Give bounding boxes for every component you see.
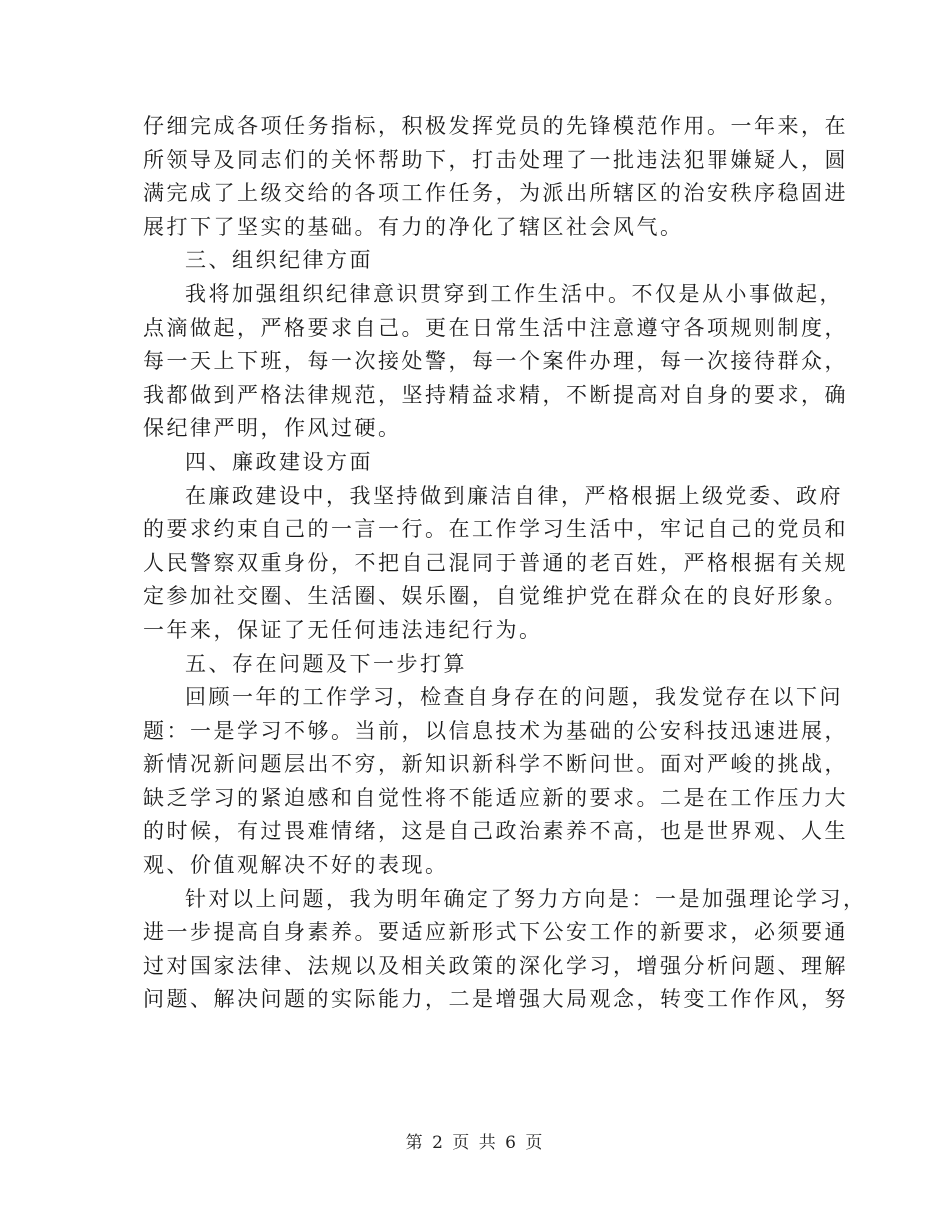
text-line: 展打下了坚实的基础。有力的净化了辖区社会风气。	[143, 214, 684, 239]
text-line: 定参加社交圈、生活圈、娱乐圈，自觉维护党在群众在的良好形象。	[143, 584, 848, 609]
text-line: 四、廉政建设方面	[185, 449, 373, 474]
text-line: 五、存在问题及下一步打算	[185, 651, 467, 676]
text-line: 进一步提高自身素养。要适应新形式下公安工作的新要求，必须要通	[143, 920, 848, 945]
text-line: 题：一是学习不够。当前，以信息技术为基础的公安科技迅速进展，	[143, 718, 848, 743]
text-line: 在廉政建设中，我坚持做到廉洁自律，严格根据上级党委、政府	[185, 483, 843, 508]
text-line: 针对以上问题，我为明年确定了努力方向是：一是加强理论学习，	[185, 886, 867, 911]
text-line: 观、价值观解决不好的表现。	[143, 853, 449, 878]
text-line: 我将加强组织纪律意识贯穿到工作生活中。不仅是从小事做起，	[185, 281, 843, 306]
text-line: 过对国家法律、法规以及相关政策的深化学习，增强分析问题、理解	[143, 953, 848, 978]
text-line: 所领导及同志们的关怀帮助下，打击处理了一批违法犯罪嫌疑人，圆	[143, 147, 848, 172]
text-line: 人民警察双重身份，不把自己混同于普通的老百姓，严格根据有关规	[143, 550, 848, 575]
text-line: 的要求约束自己的一言一行。在工作学习生活中，牢记自己的党员和	[143, 517, 848, 542]
text-line: 每一天上下班，每一次接处警，每一个案件办理，每一次接待群众，	[143, 349, 848, 374]
text-line: 缺乏学习的紧迫感和自觉性将不能适应新的要求。二是在工作压力大	[143, 785, 848, 810]
text-line: 仔细完成各项任务指标，积极发挥党员的先锋模范作用。一年来，在	[143, 114, 848, 138]
text-line: 的时候，有过畏难情绪，这是自己政治素养不高，也是世界观、人生	[143, 819, 848, 844]
text-line: 新情况新问题层出不穷，新知识新科学不断问世。面对严峻的挑战，	[143, 752, 848, 777]
text-line: 保纪律严明，作风过硬。	[143, 416, 402, 441]
page-number-footer: 第 2 页 共 6 页	[405, 1133, 545, 1153]
text-line: 满完成了上级交给的各项工作任务，为派出所辖区的治安秩序稳固进	[143, 181, 848, 206]
text-line: 点滴做起，严格要求自己。更在日常生活中注意遵守各项规则制度，	[143, 315, 848, 340]
text-line: 问题、解决问题的实际能力，二是增强大局观念，转变工作作风，努	[143, 987, 848, 1012]
text-line: 一年来，保证了无任何违法违纪行为。	[143, 617, 543, 642]
text-line: 我都做到严格法律规范，坚持精益求精，不断提高对自身的要求，确	[143, 382, 848, 407]
text-line: 三、组织纪律方面	[185, 248, 373, 273]
document-body	[143, 110, 867, 1017]
text-line: 回顾一年的工作学习，检查自身存在的问题，我发觉存在以下问	[185, 685, 843, 710]
